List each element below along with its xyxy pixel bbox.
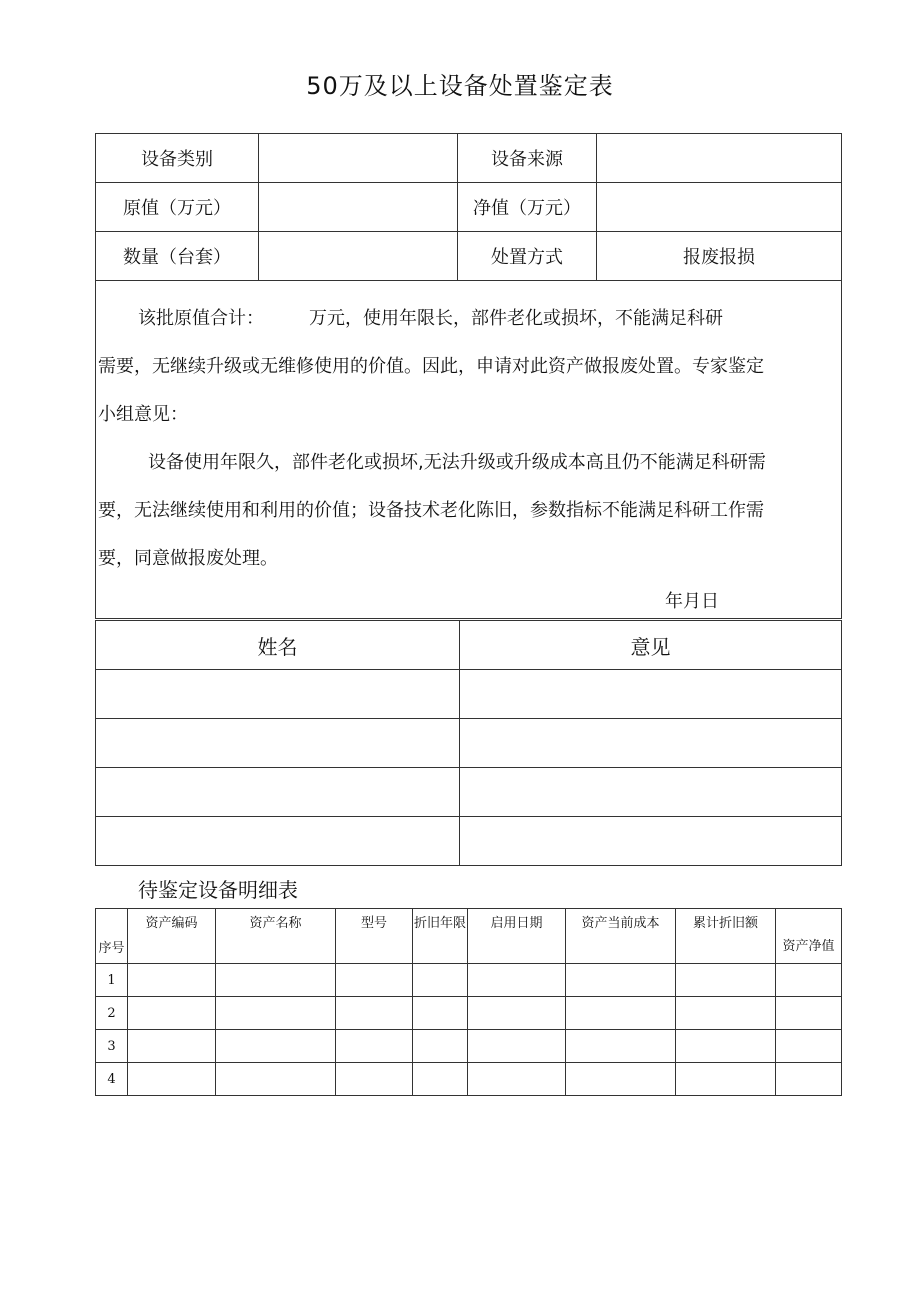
opinion-cell[interactable] [460,719,842,768]
table-cell[interactable] [566,997,676,1030]
seq-header: 序号 [96,909,128,964]
asset-name-header: 资产名称 [216,909,336,964]
form-row-value [96,183,842,232]
table-cell[interactable] [776,1030,842,1063]
table-row [96,997,842,1030]
expert-signature-table [95,620,842,866]
narrative-cell [96,281,842,619]
depreciation-years-header: 折旧年限 [413,909,468,964]
original-value-label: 原值（万元） [96,183,259,232]
table-cell[interactable] [413,1030,468,1063]
row-number: 4 [96,1063,128,1096]
form-row-category [96,134,842,183]
row-number: 3 [96,1030,128,1063]
disposal-method-label: 处置方式 [458,232,597,281]
quantity-label: 数量（台套） [96,232,259,281]
signature-row [96,817,842,866]
quantity-field[interactable] [259,232,458,281]
narrative-line-1: 该批原值合计： 万元，使用年限长，部件老化或损坏，不能满足科研 [138,308,723,329]
table-cell[interactable] [676,997,776,1030]
table-cell[interactable] [216,964,336,997]
equipment-category-label: 设备类别 [96,134,259,183]
row-number: 1 [96,964,128,997]
narrative-line-4: 设备使用年限久，部件老化或损坏,无法升级或升级成本高且仍不能满足科研需 [148,452,766,473]
opinion-cell[interactable] [460,670,842,719]
table-cell[interactable] [468,964,566,997]
table-row [96,964,842,997]
net-value-label: 净值（万元） [458,183,597,232]
model-header: 型号 [336,909,413,964]
date-line: 年月日 [665,591,719,612]
table-cell[interactable] [336,964,413,997]
name-header: 姓名 [96,621,460,670]
table-cell[interactable] [128,1030,216,1063]
name-cell[interactable] [96,817,460,866]
row-number: 2 [96,997,128,1030]
narrative-row [96,281,842,619]
table-cell[interactable] [128,964,216,997]
narrative-line-3: 小组意见： [98,404,188,425]
narrative-line-6: 要，同意做报废处理。 [98,548,278,569]
page-title: 50万及以上设备处置鉴定表 [306,72,614,100]
start-date-header: 启用日期 [468,909,566,964]
equipment-source-field[interactable] [597,134,842,183]
signature-header-row [96,621,842,670]
table-cell[interactable] [676,964,776,997]
table-cell[interactable] [468,1063,566,1096]
detail-table-title: 待鉴定设备明细表 [138,878,298,902]
table-cell[interactable] [128,1063,216,1096]
net-value-header: 资产净值 [776,909,842,964]
asset-code-header: 资产编码 [128,909,216,964]
table-cell[interactable] [336,1063,413,1096]
table-cell[interactable] [413,997,468,1030]
signature-row [96,768,842,817]
net-value-field[interactable] [597,183,842,232]
table-cell[interactable] [776,964,842,997]
table-cell[interactable] [128,997,216,1030]
opinion-cell[interactable] [460,817,842,866]
opinion-cell[interactable] [460,768,842,817]
original-value-field[interactable] [259,183,458,232]
name-cell[interactable] [96,719,460,768]
table-cell[interactable] [776,1063,842,1096]
detail-header-row [96,909,842,964]
form-row-quantity [96,232,842,281]
table-cell[interactable] [336,997,413,1030]
equipment-detail-table [95,908,842,1096]
current-cost-header: 资产当前成本 [566,909,676,964]
table-cell[interactable] [468,997,566,1030]
name-cell[interactable] [96,670,460,719]
signature-row [96,670,842,719]
narrative-line-5: 要，无法继续使用和利用的价值；设备技术老化陈旧，参数指标不能满足科研工作需 [98,500,764,521]
table-cell[interactable] [566,1063,676,1096]
table-cell[interactable] [413,1063,468,1096]
narrative-line-2: 需要，无继续升级或无维修使用的价值。因此，申请对此资产做报废处置。专家鉴定 [98,356,764,377]
table-cell[interactable] [676,1063,776,1096]
table-cell[interactable] [216,1063,336,1096]
table-row [96,1030,842,1063]
table-cell[interactable] [468,1030,566,1063]
equipment-source-label: 设备来源 [458,134,597,183]
signature-row [96,719,842,768]
equipment-category-field[interactable] [259,134,458,183]
table-cell[interactable] [566,1030,676,1063]
table-cell[interactable] [216,1030,336,1063]
disposal-form-table [95,133,842,619]
table-cell[interactable] [676,1030,776,1063]
table-cell[interactable] [336,1030,413,1063]
accumulated-depreciation-header: 累计折旧额 [676,909,776,964]
table-cell[interactable] [566,964,676,997]
table-cell[interactable] [776,997,842,1030]
table-row [96,1063,842,1096]
disposal-method-value[interactable]: 报废报损 [597,232,842,281]
table-cell[interactable] [216,997,336,1030]
opinion-header: 意见 [460,621,842,670]
table-cell[interactable] [413,964,468,997]
name-cell[interactable] [96,768,460,817]
